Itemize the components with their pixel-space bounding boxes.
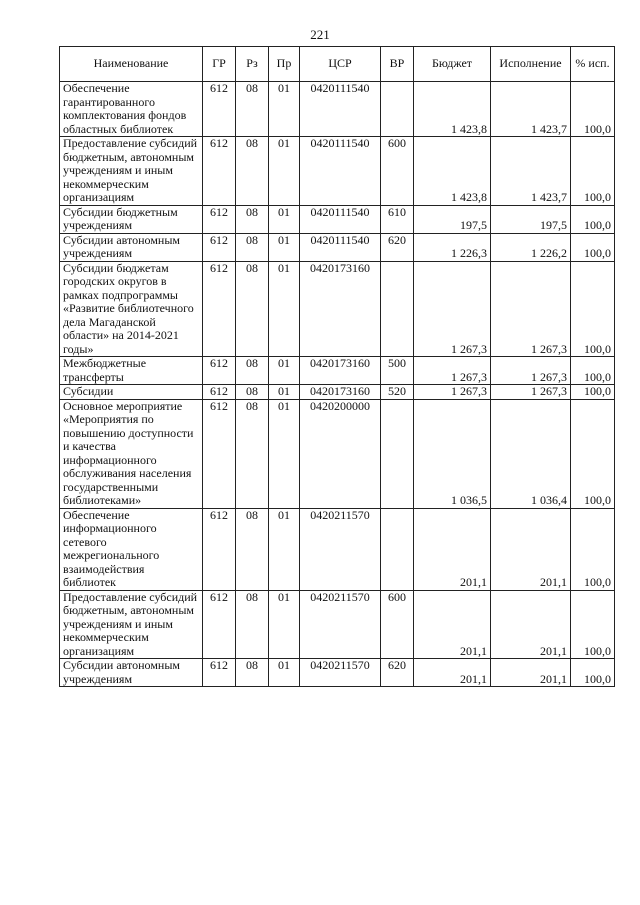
cell-name: Предоставление субсидий бюджетным, автономным учреждениям и иным некоммерческим организациям	[60, 137, 203, 206]
cell-vr: 620	[381, 233, 414, 261]
cell-execution: 1 267,3	[491, 385, 571, 400]
header-gr: ГР	[203, 47, 236, 82]
table-row	[60, 137, 615, 206]
cell-vr	[381, 508, 414, 590]
cell-csr: 0420211570	[300, 508, 381, 590]
cell-gr: 612	[203, 233, 236, 261]
cell-name: Субсидии бюджетным учреждениям	[60, 205, 203, 233]
cell-rz: 08	[236, 82, 269, 137]
cell-rz: 08	[236, 399, 269, 508]
cell-execution: 1 267,3	[491, 357, 571, 385]
cell-execution: 1 267,3	[491, 261, 571, 357]
cell-rz: 08	[236, 137, 269, 206]
cell-rz: 08	[236, 205, 269, 233]
cell-gr: 612	[203, 659, 236, 687]
cell-pct: 100,0	[571, 233, 615, 261]
cell-execution: 201,1	[491, 659, 571, 687]
cell-pr: 01	[269, 233, 300, 261]
cell-gr: 612	[203, 590, 236, 659]
table-row	[60, 261, 615, 357]
cell-gr: 612	[203, 357, 236, 385]
cell-name: Обеспечение информационного сетевого межрегионального взаимодействия библиотек	[60, 508, 203, 590]
cell-vr: 600	[381, 137, 414, 206]
cell-execution: 1 226,2	[491, 233, 571, 261]
cell-pct: 100,0	[571, 357, 615, 385]
cell-rz: 08	[236, 659, 269, 687]
cell-vr	[381, 399, 414, 508]
header-rz: Рз	[236, 47, 269, 82]
cell-pr: 01	[269, 357, 300, 385]
cell-budget: 201,1	[414, 659, 491, 687]
table-row	[60, 590, 615, 659]
header-name: Наименование	[60, 47, 203, 82]
cell-execution: 201,1	[491, 508, 571, 590]
table-row	[60, 399, 615, 508]
cell-rz: 08	[236, 233, 269, 261]
cell-name: Субсидии	[60, 385, 203, 400]
cell-execution: 197,5	[491, 205, 571, 233]
table-row	[60, 205, 615, 233]
cell-pct: 100,0	[571, 205, 615, 233]
cell-pr: 01	[269, 205, 300, 233]
cell-budget: 201,1	[414, 508, 491, 590]
cell-name: Обеспечение гарантированного комплектования фондов областных библиотек	[60, 82, 203, 137]
cell-budget: 1 267,3	[414, 385, 491, 400]
cell-csr: 0420200000	[300, 399, 381, 508]
cell-name: Субсидии автономным учреждениям	[60, 233, 203, 261]
cell-name: Основное мероприятие «Мероприятия по повышению доступности и качества информационного обслуживания населения государственными библиотеками»	[60, 399, 203, 508]
table-row	[60, 357, 615, 385]
header-row	[60, 47, 615, 82]
cell-budget: 1 036,5	[414, 399, 491, 508]
cell-pr: 01	[269, 399, 300, 508]
cell-pct: 100,0	[571, 261, 615, 357]
cell-rz: 08	[236, 357, 269, 385]
cell-pr: 01	[269, 659, 300, 687]
budget-table	[59, 46, 615, 687]
cell-rz: 08	[236, 261, 269, 357]
cell-pct: 100,0	[571, 659, 615, 687]
cell-pr: 01	[269, 590, 300, 659]
header-vr: ВР	[381, 47, 414, 82]
cell-execution: 1 423,7	[491, 82, 571, 137]
cell-name: Предоставление субсидий бюджетным, автономным учреждениям и иным некоммерческим организациям	[60, 590, 203, 659]
cell-budget: 1 267,3	[414, 357, 491, 385]
cell-vr: 500	[381, 357, 414, 385]
cell-csr: 0420111540	[300, 137, 381, 206]
cell-pct: 100,0	[571, 508, 615, 590]
cell-rz: 08	[236, 508, 269, 590]
cell-budget: 1 423,8	[414, 137, 491, 206]
cell-gr: 612	[203, 137, 236, 206]
cell-csr: 0420211570	[300, 590, 381, 659]
cell-budget: 197,5	[414, 205, 491, 233]
cell-vr	[381, 82, 414, 137]
table-row	[60, 233, 615, 261]
cell-gr: 612	[203, 82, 236, 137]
cell-name: Межбюджетные трансферты	[60, 357, 203, 385]
cell-pr: 01	[269, 385, 300, 400]
cell-budget: 1 267,3	[414, 261, 491, 357]
cell-execution: 1 423,7	[491, 137, 571, 206]
cell-csr: 0420173160	[300, 261, 381, 357]
cell-pr: 01	[269, 82, 300, 137]
cell-pr: 01	[269, 261, 300, 357]
cell-vr	[381, 261, 414, 357]
cell-pct: 100,0	[571, 82, 615, 137]
cell-csr: 0420111540	[300, 82, 381, 137]
cell-rz: 08	[236, 590, 269, 659]
cell-pr: 01	[269, 137, 300, 206]
cell-gr: 612	[203, 261, 236, 357]
cell-csr: 0420173160	[300, 357, 381, 385]
cell-pct: 100,0	[571, 590, 615, 659]
header-pr: Пр	[269, 47, 300, 82]
cell-gr: 612	[203, 399, 236, 508]
cell-csr: 0420111540	[300, 205, 381, 233]
header-execution: Исполнение	[491, 47, 571, 82]
cell-vr: 610	[381, 205, 414, 233]
cell-budget: 201,1	[414, 590, 491, 659]
cell-gr: 612	[203, 385, 236, 400]
table-row	[60, 659, 615, 687]
cell-pct: 100,0	[571, 385, 615, 400]
cell-vr: 620	[381, 659, 414, 687]
cell-pr: 01	[269, 508, 300, 590]
cell-name: Субсидии автономным учреждениям	[60, 659, 203, 687]
cell-pct: 100,0	[571, 137, 615, 206]
cell-vr: 600	[381, 590, 414, 659]
cell-budget: 1 423,8	[414, 82, 491, 137]
cell-gr: 612	[203, 205, 236, 233]
cell-execution: 1 036,4	[491, 399, 571, 508]
table-row	[60, 508, 615, 590]
header-pct: % исп.	[571, 47, 615, 82]
cell-pct: 100,0	[571, 399, 615, 508]
header-budget: Бюджет	[414, 47, 491, 82]
page-number: 221	[310, 27, 330, 42]
table-row	[60, 385, 615, 400]
cell-execution: 201,1	[491, 590, 571, 659]
cell-gr: 612	[203, 508, 236, 590]
cell-csr: 0420211570	[300, 659, 381, 687]
cell-vr: 520	[381, 385, 414, 400]
cell-budget: 1 226,3	[414, 233, 491, 261]
cell-csr: 0420111540	[300, 233, 381, 261]
header-csr: ЦСР	[300, 47, 381, 82]
cell-csr: 0420173160	[300, 385, 381, 400]
cell-rz: 08	[236, 385, 269, 400]
table-row	[60, 82, 615, 137]
cell-name: Субсидии бюджетам городских округов в рамках подпрограммы «Развитие библиотечного дела Магаданской области» на 2014-2021 годы»	[60, 261, 203, 357]
